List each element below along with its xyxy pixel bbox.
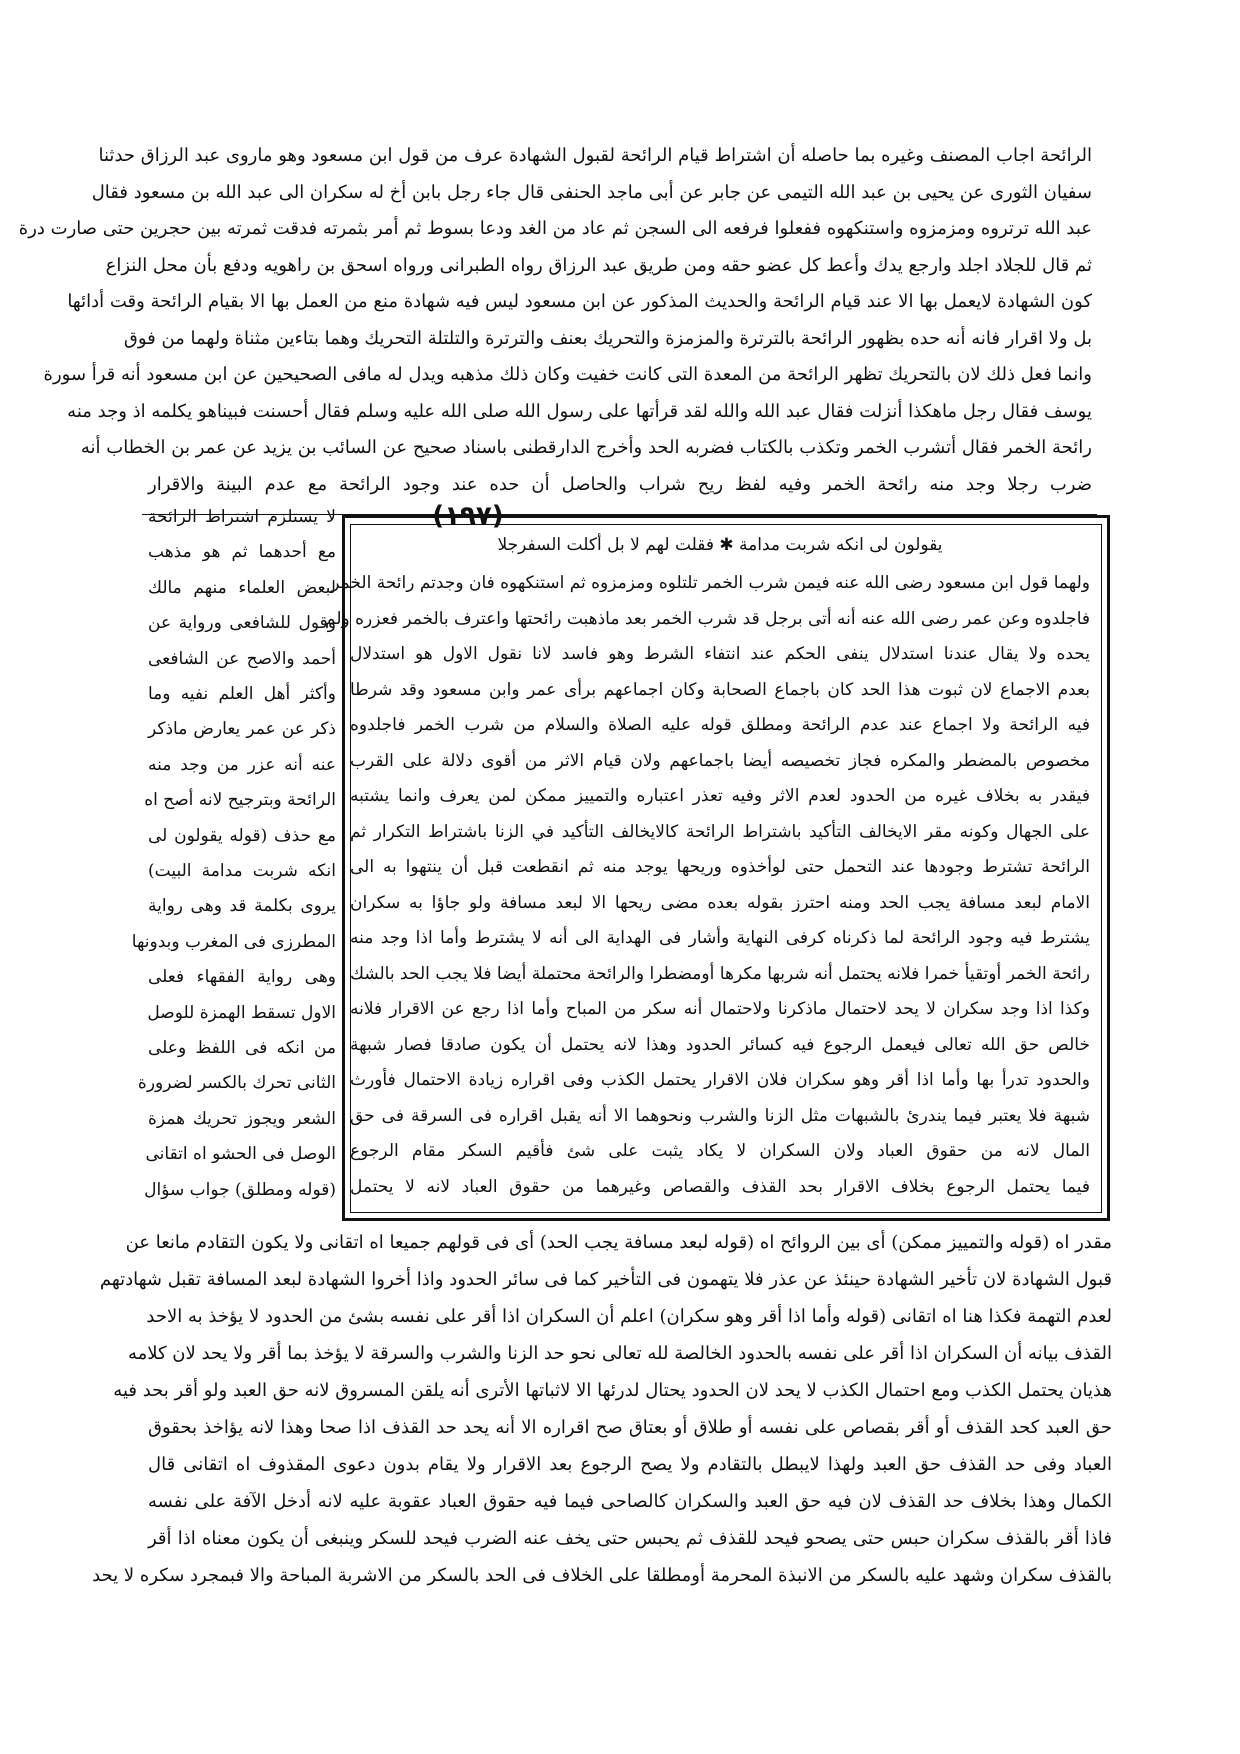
side-line-2: لبعض العلماء منهم مالك xyxy=(148,577,336,598)
frame-line-0: ولهما قول ابن مسعود رضى الله عنه فيمن شرب الخمر تلتلوه ومزمزوه ثم استنكهوه فان وجدتم رائحة الخمر xyxy=(331,573,1090,593)
bottom-line-1: قبول الشهادة لان تأخير الشهادة حينئذ عن عذر فلا يتهمون فى التأخير كما فى سائر الحدود واذا أخروا الشهادة لبعد المسافة تقبل شهادتهم xyxy=(99,1269,1112,1290)
frame-line-5: مخصوص بالمضطر والمكره فجاز تخصيصه أيضا باجماعهم ولان قيام الاثر من أقوى دلالة على القرب xyxy=(350,750,1090,771)
frame-line-11: رائحة الخمر أوتقيأ خمرا فلانه يحتمل أنه شربها مكرها أومضطرا والرائحة محتملة أيضا فلا يجب الحد بالشك xyxy=(350,963,1090,984)
top-line-7: يوسف فقال رجل ماهكذا أنزلت فقال عبد الله والله لقد قرأتها على رسول الله صلى الله عليه وسلم فقال أحسنت فبيناهو يكلمه اذ وجد منه xyxy=(67,400,1092,422)
top-line-3: ثم قال للجلاد اجلد وارجع يدك وأعط كل عضو حقه ومن طريق عبد الرزاق رواه الطبرانى ورواه اسحق بن راهويه ودفع بأن محل النزاع xyxy=(105,254,1092,276)
page-number: (١٩٧) xyxy=(432,501,504,531)
top-line-1: سفيان الثورى عن يحيى بن عبد الله التيمى عن جابر عن أبى ماجد الحنفى قال جاء رجل بابن أخ له سكران الى عبد الله بن مسعود فقال xyxy=(91,181,1092,203)
frame-line-4: فيه الرائحة ولا اجماع عند عدم الرائحة ومطلق قوله عليه الصلاة والسلام من شرب الخمر فاجلدوه xyxy=(350,715,1090,735)
top-line-2: عبد الله ترتروه ومزمزوه واستنكهوه ففعلوا فرفعه الى السجن ثم عاد من الغد ودعا بسوط ثم أمر بثمرته فدقت ثمرته بين حجرين حتى صارت درة xyxy=(18,218,1092,239)
frame-line-7: على الجهال وكونه مقر الايخالف التأكيد باشتراط الرائحة كالايخالف التأكيد في الزنا باشتراط التكرار ثم xyxy=(350,821,1090,842)
frame-line-6: فيقدر به بخلاف غيره من الحدود لعدم الاثر وفيه تعذر اعتباره والتمييز ممكن لمن يعرف وانما يشتبه xyxy=(350,786,1090,806)
frame-line-17: فيما يحتمل الرجوع بخلاف الاقرار بحد القذف والقصاص وغيرهما من حقوق العباد لانه لا يحتمل xyxy=(350,1176,1090,1197)
side-line-0: لا يستلزم اشتراط الرائحة xyxy=(148,507,336,527)
poetry-verse-header: يقولون لى انكه شربت مدامة ✱ فقلت لهم لا بل أكلت السفرجلا xyxy=(497,535,943,555)
bottom-line-8: فاذا أقر بالقذف سكران حبس حتى يصحو فيحد للقذف ثم يحبس حتى يخف عنه الضرب فيحد للسكر وينبغى أن يكون معناه اذا أقر xyxy=(148,1528,1112,1549)
frame-line-13: خالص حق الله تعالى فيعمل الرجوع فيه كسائر الحدود وهذا لانه يحتمل أن يكون صادقا فصار شبهة xyxy=(350,1034,1090,1055)
bottom-line-6: العباد وفى حد القذف حق العبد ولهذا لايبطل بالتقادم ولا يصح الرجوع بعد الاقرار ولا يقام بدون دعوى المقذوف اه اتقانى قال xyxy=(148,1454,1112,1475)
bottom-line-4: هذيان يحتمل الكذب ومع احتمال الكذب لا يحد لان الحدود يحتال لدرئها الا لاثباتها الأترى أنه يلقن المسروق لانه حق العبد ولو أقر بحد فيه xyxy=(113,1380,1112,1401)
side-line-17: الشعر ويجوز تحريك همزة xyxy=(148,1108,336,1129)
side-line-19: (قوله ومطلق) جواب سؤال xyxy=(144,1179,336,1200)
side-line-16: الثانى تحرك بالكسر لضرورة xyxy=(137,1073,336,1094)
frame-line-16: المال لانه من حقوق العباد ولان السكران لا يكاد يثبت على شئ فأقيم السكر مقام الرجوع xyxy=(350,1141,1090,1161)
side-line-14: الاول تسقط الهمزة للوصل xyxy=(147,1002,336,1023)
side-line-18: الوصل فى الحشو اه اتقانى xyxy=(145,1144,336,1165)
top-line-8: رائحة الخمر فقال أتشرب الخمر وتكذب بالكتاب فضربه الحد وأخرج الدارقطنى باسناد صحيح عن السائب بن يزيد عن عمر بن الخطاب أنه xyxy=(80,437,1092,458)
side-line-13: وهى رواية الفقهاء فعلى xyxy=(148,967,336,988)
top-line-5: بل ولا اقرار فانه أنه حده بظهور الرائحة بالترترة والمزمزة والتحريك بعنف والترترة والتلتلة التحريك وهما بتاءين مثناة ولهما من فوق xyxy=(123,327,1092,349)
frame-line-8: الرائحة تشترط وجودها عند التحمل حتى لوأخذوه وريحها يوجد منه ثم انقطعت قبل أن ينتهوا به الى xyxy=(350,857,1090,877)
side-line-5: وأكثر أهل العلم نفيه وما xyxy=(148,684,336,704)
bottom-line-5: حق العبد كحد القذف أو أقر بقصاص على نفسه أو طلاق أو بعتاق صح اقراره الا أنه يحد حد القذف اذا صحا وهذا لانه يؤاخذ بحقوق xyxy=(148,1417,1112,1438)
side-line-1: مع أحدهما ثم هو مذهب xyxy=(148,542,336,563)
side-line-6: ذكر عن عمر يعارض ماذكر xyxy=(148,719,336,740)
bottom-line-9: بالقذف سكران وشهد عليه بالسكر من الانبذة المحرمة أومطلقا على الخلاف فى الحد بالسكر من الاشربة المباحة والا فبمجرد سكره لا يحد xyxy=(92,1565,1112,1586)
bottom-line-7: الكمال وهذا بخلاف حد القذف لان فيه حق العبد والسكران كالصاحى فيما فيه حقوق العباد عقوبة عليه لانه أدخل الآفة على نفسه xyxy=(148,1491,1112,1512)
side-line-11: يروى بكلمة قد وهى رواية xyxy=(148,896,336,917)
side-line-9: مع حذف (قوله يقولون لى xyxy=(148,825,336,846)
bottom-line-3: القذف بيانه أن السكران اذا أقر على نفسه بالحدود الخالصة لله تعالى نحو حد الزنا والشرب والسرقة لا يؤخذ بما أقر ولا يحد لان كلامه xyxy=(127,1343,1112,1364)
side-line-15: من انكه فى اللفظ وعلى xyxy=(148,1038,336,1058)
top-line-0: الرائحة اجاب المصنف وغيره بما حاصله أن اشتراط قيام الرائحة لقبول الشهادة عرف من قول ابن مسعود وهو ماروى عبد الرزاق حدثنا xyxy=(98,145,1092,166)
frame-line-14: والحدود تدرأ بها وأما اذا أقر وهو سكران فلان الاقرار يحتمل الكذب وفى اقراره زيادة الاحتمال فأورث xyxy=(350,1070,1090,1090)
bottom-line-0: مقدر اه (قوله والتمييز ممكن) أى بين الروائح اه (قوله لبعد مسافة يجب الحد) أى فى قولهم جميعا اه اتقانى ولا يكون التقادم مانعا عن xyxy=(125,1232,1112,1253)
frame-line-2: يحده ولا يقال عندنا استدلال ينفى الحكم عند انتفاء الشرط وهو فاسد لانا نقول الاول هو استدلال xyxy=(350,644,1090,664)
side-line-7: عنه أنه عزر من وجد منه xyxy=(148,754,336,775)
top-line-9: ضرب رجلا وجد منه رائحة الخمر وفيه لفظ ريح شراب والحاصل أن حده عند وجود الرائحة مع عدم البينة والاقرار xyxy=(148,473,1092,495)
frame-line-9: الامام لبعد مسافة يجب الحد ومنه احترز بقوله بعده مضى ريحها الا لبعد مسافة ولو جاؤا به سكران xyxy=(350,892,1090,913)
top-line-4: كون الشهادة لايعمل بها الا عند قيام الرائحة والحديث المذكور عن ابن مسعود ليس فيه شهادة منع من العمل بها الا بقيام الرائحة وقت أدائها xyxy=(67,291,1092,312)
frame-line-10: يشترط فيه وجود الرائحة لما ذكرناه كرفى النهاية وأشار فى الهداية الى أنه لا يشترط وأما اذا وجد منه xyxy=(350,928,1090,948)
bottom-line-2: لعدم التهمة فكذا هنا اه اتقانى (قوله وأما اذا أقر وهو سكران) اعلم أن السكران اذا أقر على نفسه بشئ من الحدود لا يؤخذ به الاحد xyxy=(146,1306,1112,1327)
side-line-10: انكه شربت مدامة البيت) xyxy=(148,861,336,881)
side-line-12: المطرزى فى المغرب وبدونها xyxy=(131,931,336,952)
side-line-3: وقول للشافعى ورواية عن xyxy=(148,613,336,634)
frame-line-15: شبهة فلا يعتبر فيما يندرئ بالشبهات مثل الزنا والشرب ونحوهما الا أنه يقبل اقراره فى السرقة فى حق xyxy=(350,1105,1090,1126)
side-line-4: أحمد والاصح عن الشافعى xyxy=(148,648,336,669)
top-line-6: وانما فعل ذلك لان بالتحريك تظهر الرائحة من المعدة التى كانت خفيت وكان ذلك مذهبه ويدل له مافى الصحيحين عن ابن مسعود أنه قرأ سورة xyxy=(43,364,1092,385)
frame-line-12: وكذا اذا وجد سكران لا يحد لاحتمال ماذكرنا ولاحتمال أنه سكر من المباح وأما اذا رجع عن الاقرار فلانه xyxy=(350,999,1090,1019)
frame-line-3: بعدم الاجماع لان ثبوت هذا الحد كان باجماع الصحابة وكان اجماعهم برأى عمر وابن مسعود وقد شرطا xyxy=(350,679,1090,700)
frame-line-1: فاجلدوه وعن عمر رضى الله عنه أنه أتى برجل قد شرب الخمر بعد ماذهبت رائحتها واعترف بالخمر فعزره ولم xyxy=(325,608,1090,629)
side-line-8: الرائحة وبترجيح لانه أصح اه xyxy=(144,790,336,811)
